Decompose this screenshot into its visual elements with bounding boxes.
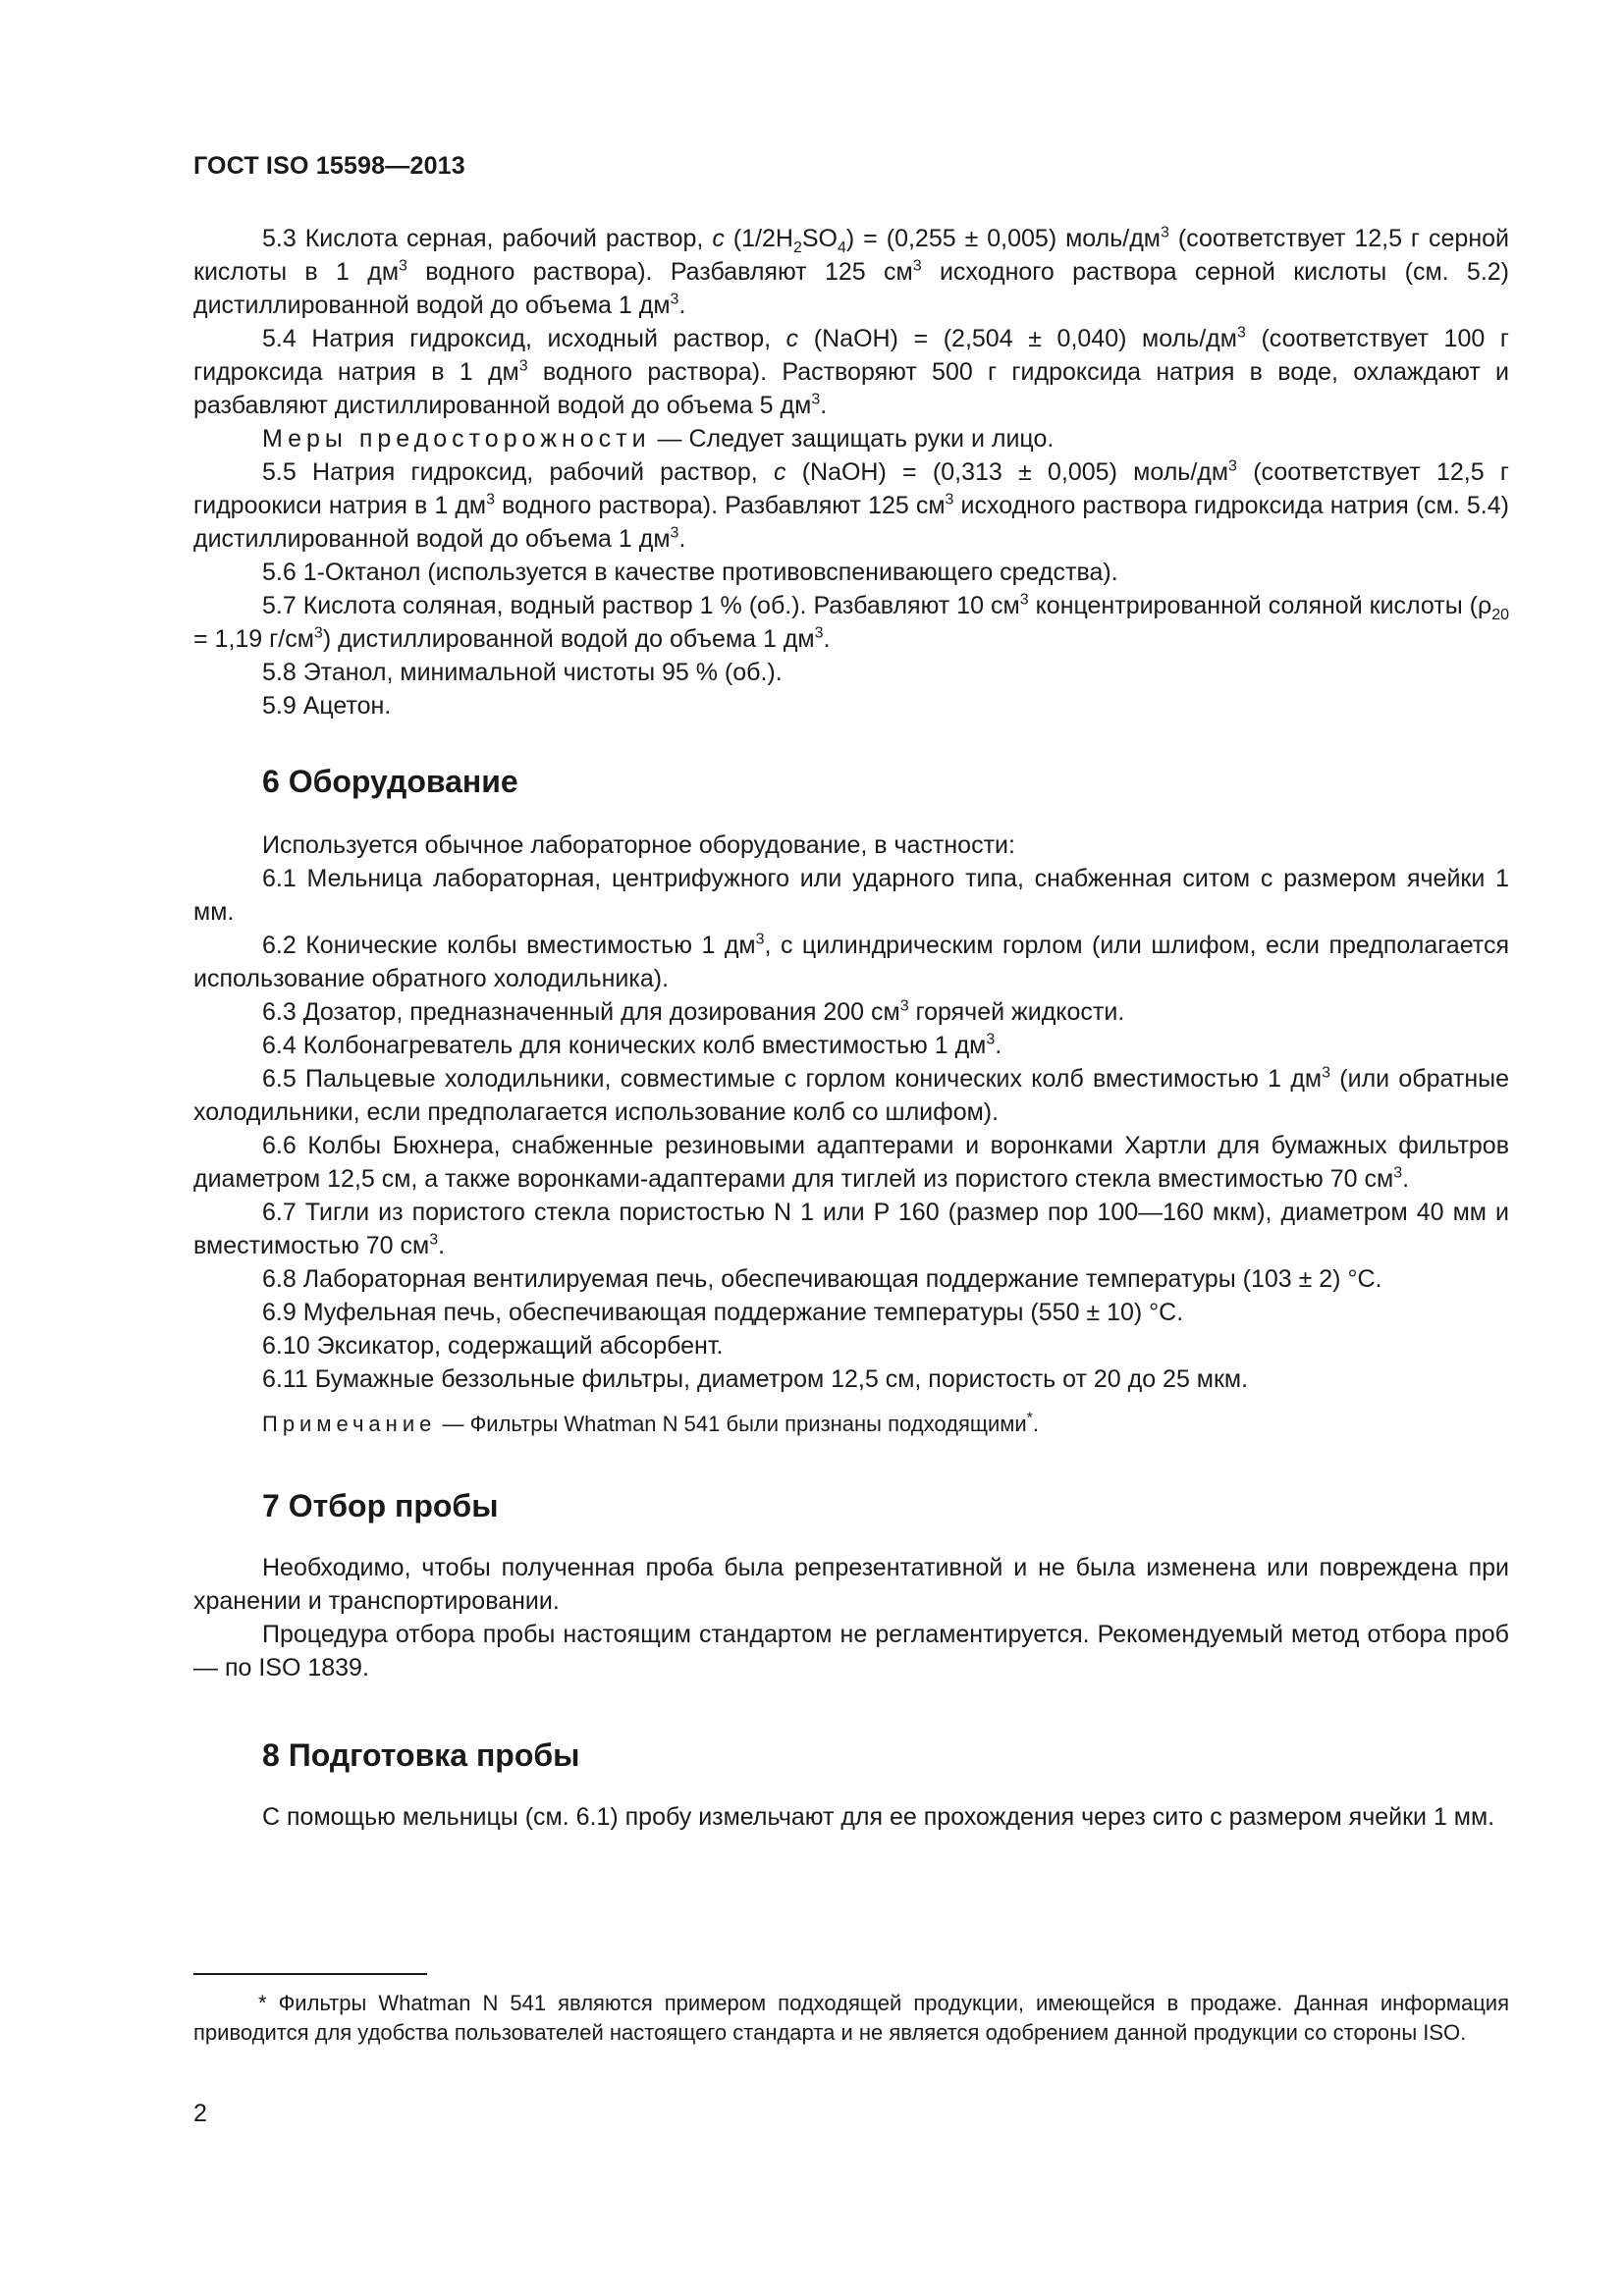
paragraph-5-7: 5.7 Кислота соляная, водный раствор 1 % (об.). Разбавляют 10 $см^3$ концентрированной соляной кислоты ($\rho_{20} = 1,19$ $г/см^3$) дистиллированной водой до объема 1 $дм^3$. [193, 591, 1509, 653]
section-8-paragraph-1: С помощью мельницы (см. 6.1) пробу измельчают для ее прохождения через сито с размером ячейки 1 мм. [262, 1803, 1495, 1831]
section-6-intro: Используется обычное лабораторное оборудование, в частности: [262, 831, 1015, 859]
section-7-paragraph-2: Процедура отбора пробы настоящим стандартом не регламентируется. Рекомендуемый метод отбора проб — по ISO 1839. [193, 1621, 1509, 1682]
paragraph-5-9: 5.9 Ацетон. [262, 692, 392, 720]
document-body [193, 222, 1509, 1834]
paragraph-6-6: 6.6 Колбы Бюхнера, снабженные резиновыми адаптерами и воронками Хартли для бумажных фильтров диаметром 12,5 см, а также воронками-адаптерами для тиглей из пористого стекла вместимостью 70 $см^3$. [193, 1132, 1509, 1193]
note-label: Примечание [262, 1412, 437, 1436]
section-6-note: Примечание — Фильтры Whatman N 541 были признаны подходящими*. [262, 1410, 1040, 1436]
footnote-text: * Фильтры Whatman N 541 являются примером подходящей продукции, имеющейся в продаже. Данная информация приводится для удобства пользователей настоящего стандарта и не является одобрением данной продукции со стороны ISO. [193, 1991, 1509, 2045]
section-7-heading: 7 Отбор пробы [262, 1488, 499, 1523]
page-number: 2 [193, 2100, 207, 2127]
document-header-title: ГОСТ ISO 15598—2013 [193, 152, 465, 180]
paragraph-6-10: 6.10 Эксикатор, содержащий абсорбент. [262, 1332, 724, 1360]
paragraph-6-4: 6.4 Колбонагреватель для конических колб вместимостью 1 $дм^3$. [262, 1031, 1002, 1059]
paragraph-6-1: 6.1 Мельница лабораторная, центрифужного или ударного типа, снабженная ситом с размером ячейки 1 мм. [193, 865, 1509, 926]
paragraph-5-4: 5.4 Натрия гидроксид, исходный раствор, c (NaOH) = (2,504 ± 0,040) моль/$дм^3$ (соответствует 100 г гидроксида натрия в 1 $дм^3$ водного раствора). Растворяют 500 г гидроксида натрия в воде, охлаждают и разбавляют дистиллированной водой до объема 5 $дм^3$. [193, 324, 1510, 419]
section-6-heading: 6 Оборудование [262, 764, 518, 799]
paragraph-6-11: 6.11 Бумажные беззольные фильтры, диаметром 12,5 см, пористость от 20 до 25 мкм. [262, 1365, 1249, 1393]
section-8-heading: 8 Подготовка пробы [262, 1737, 580, 1773]
paragraph-6-9: 6.9 Муфельная печь, обеспечивающая поддержание температуры (550 ± 10) °C. [262, 1299, 1184, 1326]
precaution-label: Меры предосторожности [262, 425, 651, 453]
paragraph-6-5: 6.5 Пальцевые холодильники, совместимые с горлом конических колб вместимостью 1 $дм^3$ (или обратные холодильники, если предполагается использование колб со шлифом). [193, 1064, 1509, 1126]
precaution-paragraph: Меры предосторожности — Следует защищать руки и лицо. [262, 425, 1055, 453]
paragraph-6-3: 6.3 Дозатор, предназначенный для дозирования 200 $см^3$ горячей жидкости. [262, 997, 1125, 1026]
paragraph-5-5: 5.5 Натрия гидроксид, рабочий раствор, c (NaOH) = (0,313 ± 0,005) моль/$дм^3$ (соответствует 12,5 г гидроокиси натрия в 1 $дм^3$ водного раствора). Разбавляют 125 $см^3$ исходного раствора гидроксида натрия (см. 5.4) дистиллированной водой до объема 1 $дм^3$. [193, 457, 1509, 553]
paragraph-6-7: 6.7 Тигли из пористого стекла пористостью N 1 или P 160 (размер пор 100—160 мкм), диаметром 40 мм и вместимостью 70 $см^3$. [193, 1199, 1509, 1259]
footnote-marker: * [1026, 1410, 1033, 1427]
paragraph-6-8: 6.8 Лабораторная вентилируемая печь, обеспечивающая поддержание температуры (103 ± 2) °C. [262, 1265, 1382, 1293]
paragraph-5-8: 5.8 Этанол, минимальной чистоты 95 % (об.). [262, 659, 783, 686]
section-7-paragraph-1: Необходимо, чтобы полученная проба была репрезентативной и не была изменена или повреждена при хранении и транспортировании. [193, 1554, 1509, 1615]
footnote-divider [193, 1973, 427, 1975]
paragraph-6-2: 6.2 Конические колбы вместимостью 1 $дм^3$, с цилиндрическим горлом (или шлифом, если предполагается использование обратного холодильника). [193, 931, 1509, 992]
paragraph-5-6: 5.6 1-Октанол (используется в качестве противовспенивающего средства). [262, 559, 1118, 586]
paragraph-5-3: 5.3 Кислота серная, рабочий раствор, c $(1/2H_2SO_4) = (0,255 \pm 0,005)$ моль/$дм^3$ (соответствует 12,5 г серной кислоты в 1 $дм^3$ водного раствора). Разбавляют 125 $см^3$ исходного раствора серной кислоты (см. 5.2) дистиллированной водой до объема 1 $дм^3$. [193, 224, 1509, 319]
